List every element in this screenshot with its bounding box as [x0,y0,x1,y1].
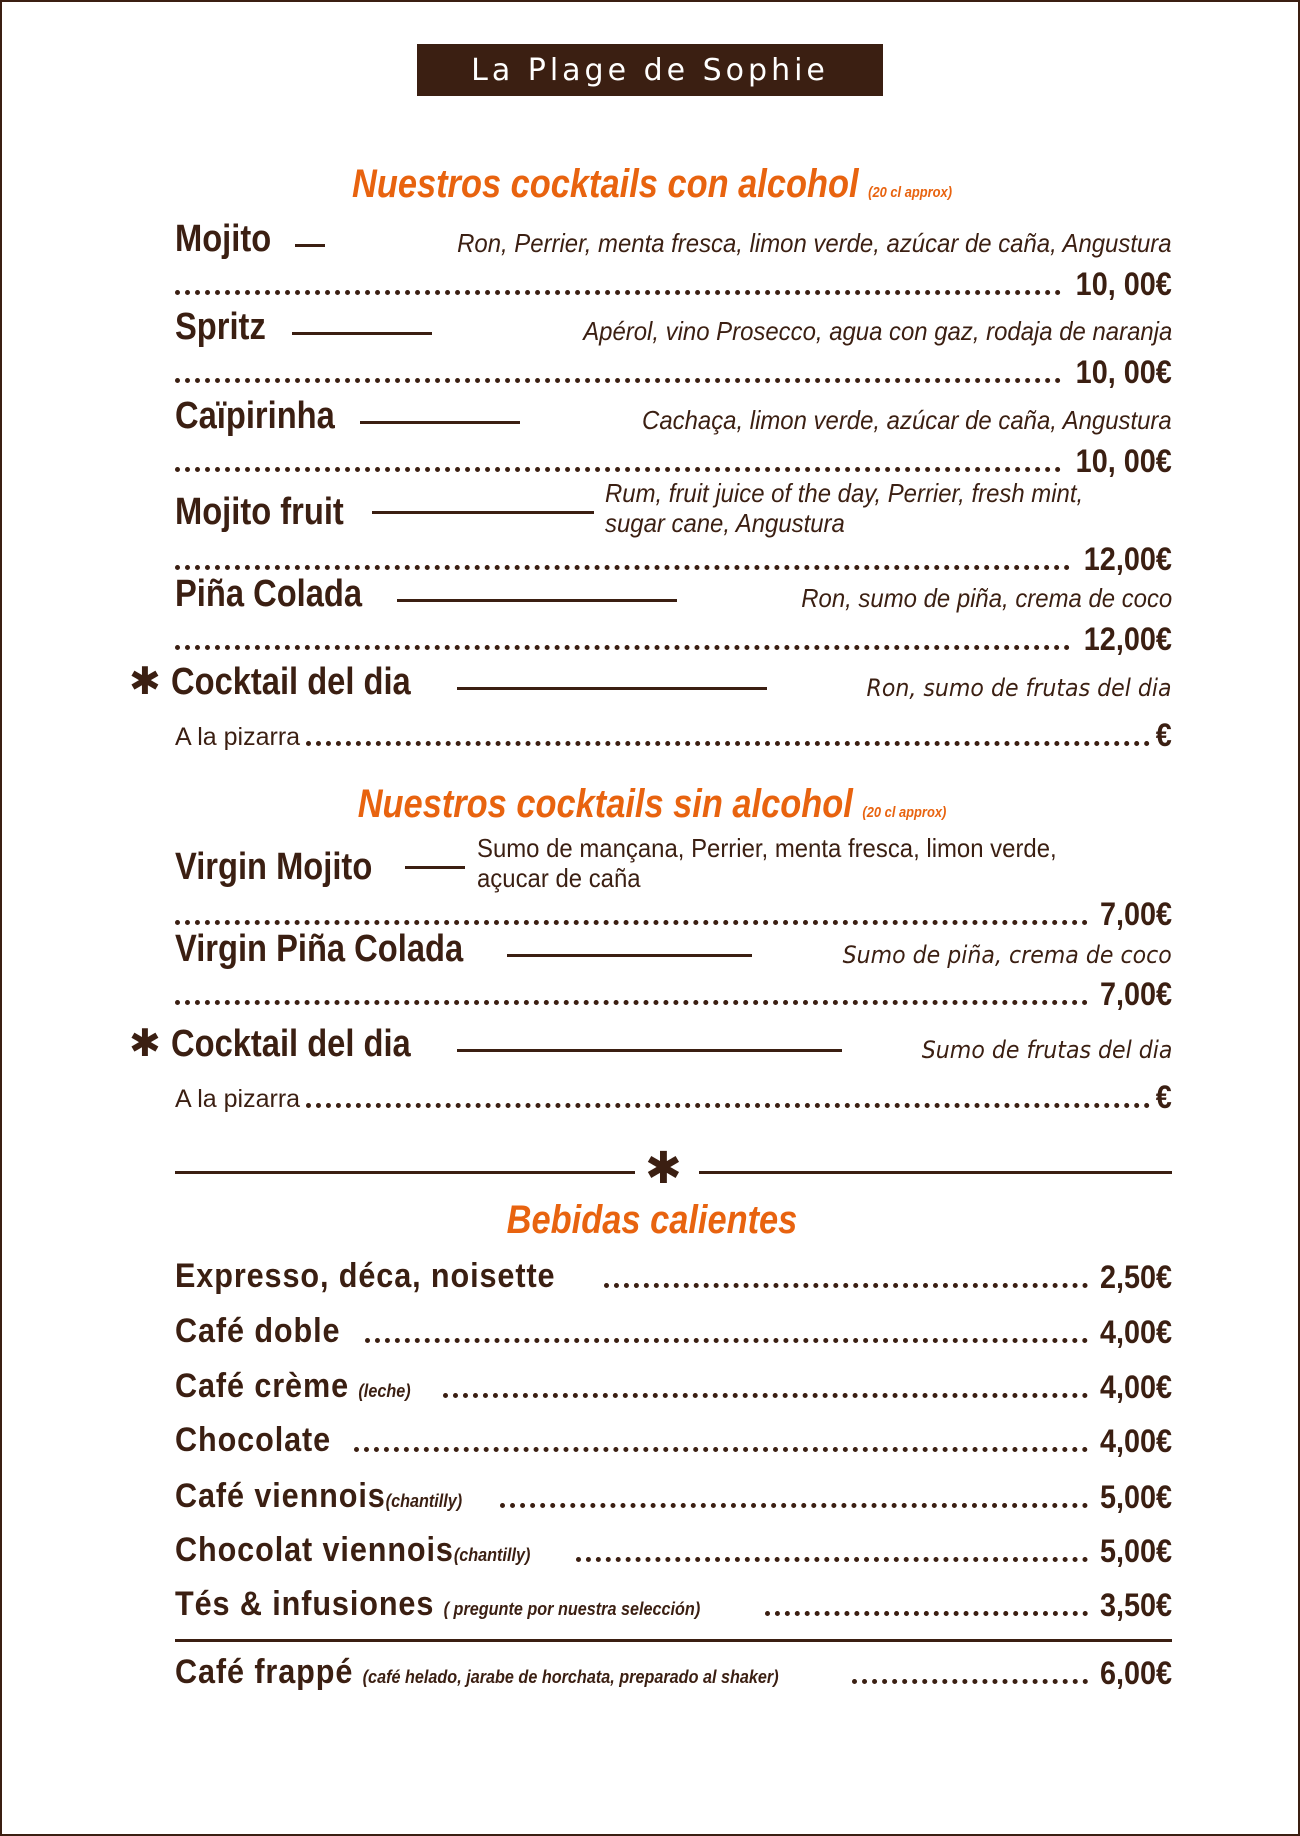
item-price: 3,50€ [1099,1587,1172,1623]
item-note: (chantilly) [385,1491,463,1511]
item-description: Sumo de piña, crema de coco [842,941,1172,969]
dot-leader [175,290,1061,295]
divider-left [175,1171,635,1174]
item-name-wrap [175,1585,700,1624]
asterisk-flower-icon: ✱ [129,1023,161,1065]
asterisk-flower-icon: ✱ [645,1144,682,1193]
section-title-alcohol [93,162,1211,207]
hot-item-cafe-doble [175,1307,1172,1351]
item-price: 6,00€ [1099,1655,1172,1691]
hot-item-tes-infusiones [175,1580,1172,1624]
section-note-alcohol: (20 cl approx) [868,184,953,201]
dot-leader [765,1611,1088,1616]
item-name: Tés & infusiones [175,1585,435,1623]
item-name-wrap [175,1477,462,1516]
dot-leader [576,1557,1088,1562]
pizarra-label: A la pizarra [175,723,301,751]
hot-item-cafe-creme [175,1362,1172,1406]
item-name: Spritz [175,306,266,348]
item-description: Sumo de frutas del dia [921,1036,1172,1064]
divider-frappe [175,1639,1172,1642]
item-description: Ron, sumo de frutas del dia [866,674,1172,702]
item-price: 4,00€ [1099,1314,1172,1350]
leader-line [507,954,752,957]
menu-item-mojito-fruit [175,480,1172,578]
leader-line [457,1049,842,1052]
item-description: Ron, Perrier, menta fresca, limon verde, azúcar de caña, Angustura [457,228,1172,258]
item-price: 2,50€ [1099,1259,1172,1295]
item-description: Ron, sumo de piña, crema de coco [801,583,1172,613]
section-title-alcohol-text: Nuestros cocktails con alcohol [351,162,859,206]
hot-item-chocolat-viennois [175,1526,1172,1570]
dot-leader [306,1103,1150,1108]
item-description: Rum, fruit juice of the day, Perrier, fresh mint, sugar cane, Angustura [605,478,1084,538]
item-name: Chocolat viennois [175,1531,454,1569]
dot-leader [306,741,1150,746]
item-description: Apérol, vino Prosecco, agua con gaz, rodaja de naranja [582,316,1172,346]
leader-line [397,599,677,602]
dot-leader [500,1503,1088,1508]
item-price: € [1155,717,1172,753]
dot-leader [175,467,1061,472]
leader-line [292,332,432,335]
divider-right [699,1171,1172,1174]
section-note-no-alcohol: (20 cl approx) [862,804,947,821]
item-note: (leche) [358,1381,411,1401]
leader-line [457,687,767,690]
item-name: Expresso, déca, noisette [175,1257,556,1295]
item-name: Café frappé [175,1653,354,1691]
item-name-wrap [175,1653,779,1692]
dot-leader [365,1338,1088,1343]
menu-item-spritz [175,305,1172,391]
item-description: Sumo de mançana, Perrier, menta fresca, limon verde, açucar de caña [477,833,1057,893]
asterisk-flower-icon: ✱ [129,661,161,703]
item-name: Caïpirinha [175,395,335,437]
item-name: Cocktail del dia [171,661,411,703]
dot-leader [175,920,1088,925]
restaurant-name-banner: La Plage de Sophie [417,44,883,96]
menu-item-cocktail-del-dia [129,660,1172,754]
item-name-wrap [175,1367,411,1406]
item-name: Café viennois [175,1477,386,1515]
item-name: Virgin Piña Colada [175,928,464,970]
item-price: 10, 00€ [1075,443,1172,479]
item-note: (café helado, jarabe de horchata, preparado al shaker) [362,1667,779,1687]
item-name-wrap [175,1531,530,1570]
item-price: 10, 00€ [1075,354,1172,390]
item-name: Café doble [175,1312,341,1350]
section-title-hot [93,1198,1211,1243]
section-title-no-alcohol [93,782,1211,827]
leader-line [360,421,520,424]
item-price: 12,00€ [1083,621,1172,657]
dot-leader [604,1283,1088,1288]
hot-item-cafe-viennois [175,1472,1172,1516]
hot-item-expresso [175,1252,1172,1296]
item-name: Café crème [175,1367,350,1405]
item-name: Cocktail del dia [171,1023,411,1065]
item-price: 5,00€ [1099,1479,1172,1515]
leader-line [372,511,594,514]
menu-item-virgin-mojito [175,835,1172,933]
menu-item-virgin-pina-colada [175,927,1172,1013]
leader-line [405,866,465,869]
leader-line [295,244,325,247]
menu-item-cocktail-del-dia-sin [129,1022,1172,1116]
item-note: (chantilly) [453,1545,531,1565]
item-price: € [1155,1079,1172,1115]
item-name: Mojito fruit [175,491,344,533]
item-note: ( pregunte por nuestra selección) [443,1599,701,1619]
item-description: Cachaça, limon verde, azúcar de caña, Angustura [642,405,1172,435]
item-name: Piña Colada [175,573,363,615]
item-price: 4,00€ [1099,1423,1172,1459]
item-price: 12,00€ [1083,541,1172,577]
dot-leader [443,1393,1088,1398]
hot-item-cafe-frappe [175,1648,1172,1692]
dot-leader [852,1679,1088,1684]
dot-leader [175,378,1061,383]
section-title-no-alcohol-text: Nuestros cocktails sin alcohol [357,782,853,826]
item-price: 4,00€ [1099,1369,1172,1405]
dot-leader [175,1000,1088,1005]
hot-item-chocolate [175,1416,1172,1460]
item-name: Virgin Mojito [175,846,373,888]
item-price: 7,00€ [1099,976,1172,1012]
item-name: Chocolate [175,1421,332,1459]
menu-item-caipirinha [175,394,1172,480]
dot-leader [175,565,1070,570]
item-name: Mojito [175,218,272,260]
item-price: 10, 00€ [1075,266,1172,302]
menu-item-pina-colada [175,572,1172,658]
dot-leader [354,1447,1088,1452]
menu-item-mojito [175,217,1172,303]
dot-leader [175,645,1070,650]
item-price: 5,00€ [1099,1533,1172,1569]
item-price: 7,00€ [1099,896,1172,932]
pizarra-label: A la pizarra [175,1085,301,1113]
section-title-hot-text: Bebidas calientes [506,1198,798,1242]
